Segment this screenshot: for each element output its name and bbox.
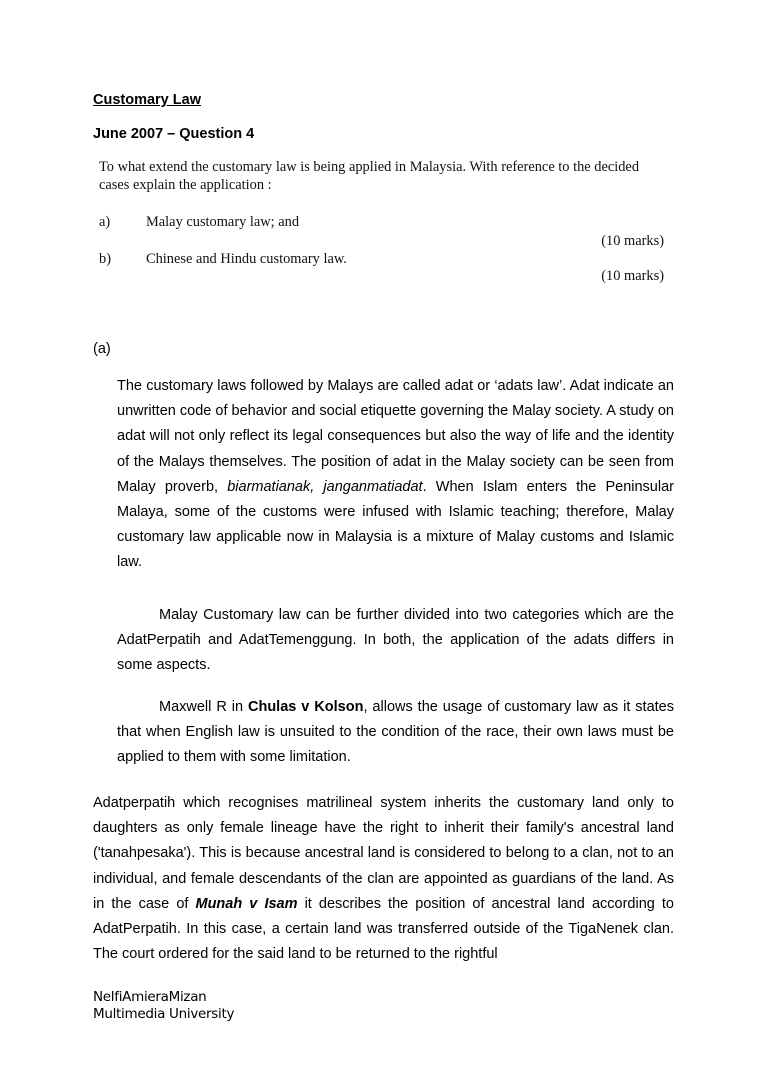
- paragraph-text: Maxwell R in: [159, 699, 248, 715]
- paragraph-text: Adatperpatih which recognises matrilineal system inherits the customary land only to daughters as only female lineage have the right to inherit their family's ancestral land ('tanahpesaka'). This is because ancestral land is considered to belong to a clan, not to an individual, and female descendants of the clan are appointed as guardians of the land. As in the case of: [93, 795, 674, 912]
- option-a-letter: a): [99, 214, 111, 230]
- paragraph-text: , allows the usage of customary law as it states that when English law is unsuited to the condition of the race, their own laws must be applied to them with some limitation.: [117, 699, 674, 766]
- paragraph-text: The customary laws followed by Malays are called adat or ‘adats law’. Adat indicate an unwritten code of behavior and social etiquette governing the Malay society. A study on adat will not only reflect its legal consequences but also the way of life and the identity of the Malays themselves. The position of adat in the Malay society can be seen from Malay proverb,: [117, 378, 674, 495]
- option-b-text: Chinese and Hindu customary law.: [146, 251, 347, 267]
- paragraph-adat-intro: [117, 374, 674, 576]
- case-name: Munah v Isam: [195, 895, 298, 912]
- part-label: (a): [93, 341, 111, 357]
- document-title: Customary Law: [93, 92, 201, 108]
- option-a-text: Malay customary law; and: [146, 214, 300, 230]
- paragraph-categories: Malay Customary law can be further divided into two categories which are the AdatPerpatih and AdatTemenggung. In both, the application of the adats differs in some aspects.: [117, 607, 674, 674]
- option-b-marks: (10 marks): [601, 268, 664, 284]
- question-text: To what extend the customary law is being applied in Malaysia. With reference to the decided cases explain the application :: [99, 159, 640, 193]
- case-name: Chulas v Kolson: [248, 699, 364, 715]
- paragraph-adatperpatih: [93, 791, 674, 967]
- scanned-question: [96, 156, 668, 286]
- question-reference: June 2007 – Question 4: [93, 126, 255, 142]
- paragraph-text: it describes the position of ancestral land according to AdatPerpatih. In this case, a certain land was transferred outside of the TigaNenek clan. The court ordered for the said land to be returned to the rightful: [93, 895, 674, 963]
- paragraph-chulas-case: [117, 695, 674, 771]
- option-b-letter: b): [99, 251, 111, 267]
- option-a-marks: (10 marks): [601, 233, 664, 249]
- footer-institution: Multimedia University: [93, 1006, 235, 1022]
- footer-author: NelfiAmieraMizan: [93, 989, 207, 1005]
- malay-proverb: biarmatianak, janganmatiadat: [227, 478, 423, 495]
- page-footer: [93, 989, 234, 1023]
- paragraph-text: . When Islam enters the Peninsular Malaya, some of the customs were infused with Islamic teaching; therefore, Malay customary law applicable now in Malaysia is a mixture of Malay customs and Islamic law.: [117, 478, 674, 571]
